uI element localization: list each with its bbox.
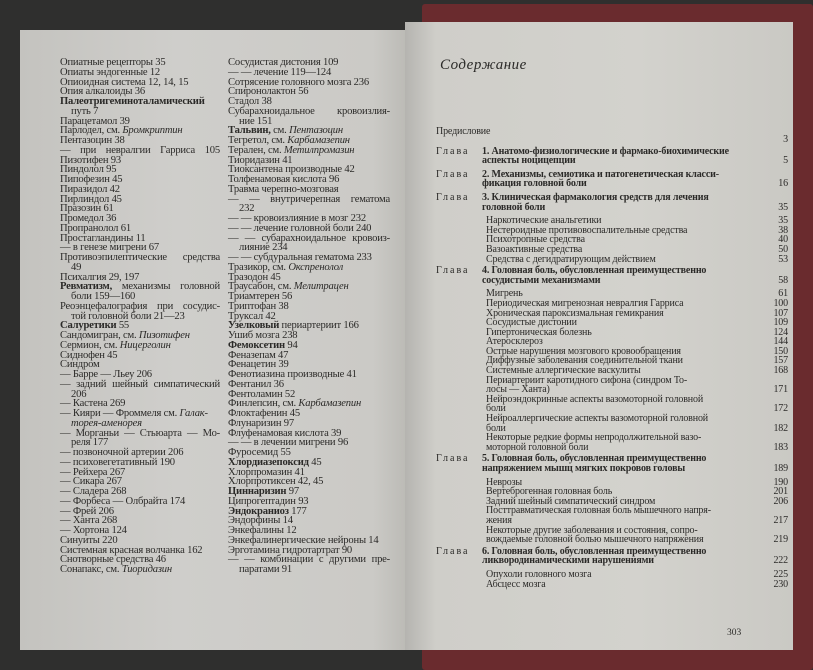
toc-title-line: лосы — Ханта) [486, 384, 550, 396]
toc-title-line: Диффузные заболевания соединительной ткани [486, 355, 683, 367]
toc-page-number: 61 [778, 288, 788, 300]
index-text: боли 159—160 [71, 291, 136, 302]
index-text: Простагландины 11 [60, 232, 146, 244]
toc-title-line: Средства с дегидратирующим действием [486, 253, 656, 265]
toc-title-line: Наркотические анальгетики [486, 215, 602, 227]
index-text: — — субарахноидальное кровоиз- [228, 232, 390, 244]
index-text: Тразодон 45 [228, 271, 281, 283]
toc-entry [436, 376, 788, 395]
index-text: механизмы головной [112, 281, 220, 293]
toc-page-number: 183 [773, 441, 788, 453]
index-term-bold: Ревматизм, [60, 281, 113, 293]
index-text: Синдром [60, 359, 100, 371]
toc-title-line: жения [486, 514, 512, 526]
index-text: Ципрогептадин 93 [228, 495, 309, 507]
index-reference: торея-аменорея [71, 417, 142, 429]
index-text: Флуфенамовая кислота 39 [228, 427, 342, 439]
toc-entry [436, 547, 788, 566]
toc-title-line: 5. Головная боль, обусловленная преимущественно [482, 453, 707, 465]
toc-entry [436, 580, 788, 590]
index-text: — — внутричерепная гематома [228, 193, 390, 205]
toc-page-number: 225 [773, 568, 788, 580]
index-text: 206 [71, 388, 87, 400]
index-text: — — в лечении мигрени 96 [228, 437, 349, 449]
toc-page-number: 182 [773, 422, 788, 434]
index-text: Сиднофен 45 [60, 349, 118, 361]
index-text: 55 [116, 320, 130, 332]
index-text: Триамтерен 56 [228, 291, 293, 302]
toc-page-number: 217 [773, 514, 788, 526]
index-text: — позвоночной артерии 206 [60, 447, 184, 458]
index-reference: Мелитрацен [293, 281, 349, 293]
index-text: Терален, см. [228, 144, 284, 156]
index-line [60, 565, 220, 575]
toc-title-line: Хроническая пароксизмальная гемикрания [486, 307, 664, 319]
index-text: Хлорпротиксен 42, 45 [228, 476, 324, 488]
toc-page-number: 100 [773, 297, 788, 309]
index-term-bold: Хлордиазепоксид [228, 456, 309, 468]
index-text: — Кияри — Фроммеля см. [60, 408, 180, 419]
toc-entry [436, 193, 788, 212]
index-text: — Хортона 124 [60, 525, 127, 536]
index-text: 177 [288, 505, 307, 517]
toc-entry [436, 506, 788, 525]
index-text: Тразикор, см. [228, 261, 289, 273]
index-text: лияние 234 [239, 242, 288, 254]
toc-title-line: Опухоли головного мозга [486, 568, 592, 580]
toc-entry-title [486, 506, 748, 525]
toc-title-line: 3. Клиническая фармакология средств для лечения [482, 191, 709, 203]
index-reference: Галак- [179, 408, 208, 419]
toc-title-line: Посттравматическая головная боль мышечного напря- [486, 505, 711, 517]
contents-title: Содержание [440, 57, 527, 73]
toc-title-line: Гипертоническая болезнь [486, 326, 592, 338]
toc-title-line: Задний шейный симпатический синдром [486, 495, 656, 507]
index-text: Фентанил 36 [228, 378, 284, 390]
index-term-bold: Тальвин, [228, 125, 271, 137]
toc-page-number: 40 [778, 234, 788, 246]
index-text: Психалгия 29, 197 [60, 271, 140, 283]
toc-entry-title [486, 526, 748, 545]
index-text: — — лечение головной боли 240 [228, 222, 372, 234]
index-text: Травма черепно-мозговая [228, 183, 339, 195]
index-text: — — лечение 119—124 [228, 66, 332, 78]
toc-title-line: Некоторые другие заболевания и состояния, сопро- [486, 524, 698, 536]
toc-title-line: 2. Механизмы, семиотика и патогенетическая класси- [482, 168, 719, 180]
toc-entry [436, 147, 788, 166]
index-text: — Ханта 268 [60, 515, 118, 527]
index-text: периартериит 166 [279, 320, 359, 332]
toc-title-line: Нейроэндокринные аспекты вазомоторной головной [486, 393, 704, 405]
index-reference: Карбамазепин [298, 398, 362, 410]
index-column-1 [60, 58, 220, 575]
toc-entry-title [486, 433, 748, 452]
toc-title-line: Предисловие [436, 126, 491, 137]
toc-page-number: 144 [773, 336, 788, 348]
toc-title-line: аспекты ноцицепции [482, 155, 576, 167]
toc-entry-title [436, 266, 748, 285]
index-text: Пропранолол 61 [60, 222, 131, 234]
toc-entry [436, 170, 788, 189]
toc-page-number: 222 [773, 555, 788, 567]
index-text: Опиоидная система 12, 14, 15 [60, 76, 189, 88]
toc-page-number: 201 [773, 486, 788, 498]
toc-entry-title [436, 147, 748, 166]
toc-entry [436, 127, 788, 145]
toc-page-number: 189 [773, 463, 788, 474]
index-text: Противоэпилептические средства [60, 252, 220, 263]
index-text: Фенотиазина производные 41 [228, 369, 357, 380]
toc-page-number: 109 [773, 317, 788, 329]
index-text: Пиразидол 42 [60, 183, 120, 195]
index-text: Траусабон, см. [228, 281, 294, 293]
index-text: Опия алкалоиды 36 [60, 86, 145, 98]
index-text: Сосудистая дистония 109 [228, 57, 339, 68]
toc-title-line: Атеросклероз [486, 336, 543, 348]
index-term-bold: Эндокраниоз [228, 505, 289, 517]
chapter-label: Глава [436, 145, 470, 157]
toc-entry-title [436, 547, 748, 566]
index-text: путь 7 [71, 105, 99, 117]
index-text: Фентоламин 52 [228, 388, 296, 400]
toc-title-line: головной боли [482, 201, 546, 213]
index-text: Сотрясение головного мозга 236 [228, 76, 369, 88]
toc-title-line: Абсцесс мозга [486, 578, 546, 590]
chapter-label: Глава [436, 453, 470, 465]
index-text: Сонапакс, см. [60, 564, 122, 575]
index-text: Феназепам 47 [228, 349, 289, 361]
index-text: — — комбинации с другими пре- [228, 554, 390, 566]
toc-page-number: 172 [773, 403, 788, 415]
index-reference: Бромкриптин [122, 125, 183, 137]
index-text: Спиронолактон 56 [228, 86, 309, 98]
toc-page-number: 171 [773, 384, 788, 396]
toc-title-line: ликвородинамическими нарушениями [482, 555, 654, 567]
toc-page-number: 35 [778, 201, 788, 213]
index-text: — — кровоизлияние в мозг 232 [228, 213, 366, 224]
toc-title-line: Системные аллергические васкулиты [486, 365, 641, 377]
index-text: Пентазоцин 38 [60, 135, 125, 146]
toc-entry [436, 433, 788, 452]
index-text: Парлодел, см. [60, 125, 123, 137]
index-text: паратами 91 [239, 564, 292, 575]
index-text: — Фрей 206 [60, 505, 114, 517]
toc-entry [436, 395, 788, 414]
index-text: Эндорфины 14 [228, 515, 293, 527]
index-term-bold: Фемоксетин [228, 339, 285, 351]
toc-entry [436, 266, 788, 285]
toc-page-number: 157 [773, 355, 788, 367]
toc-entry-title [486, 376, 748, 395]
table-of-contents [436, 127, 788, 589]
toc-page-number: 230 [773, 578, 788, 590]
toc-title-line: Нейроаллергические аспекты вазомоторной головной [486, 413, 708, 425]
index-text: Опиатные рецепторы 35 [60, 57, 166, 68]
index-text: Празозин 61 [60, 203, 114, 215]
toc-page-number: 124 [773, 326, 788, 338]
toc-page-number: 107 [773, 307, 788, 319]
toc-title-line: моторной головной боли [486, 441, 589, 453]
index-text: Пирлиндол 45 [60, 193, 122, 205]
toc-entry [436, 255, 788, 265]
index-text: Опиаты эндогенные 12 [60, 66, 161, 78]
index-term-bold: Палеотригеминоталамический [60, 96, 205, 107]
toc-entry-title [486, 580, 748, 590]
toc-title-line: Неврозы [486, 476, 523, 488]
toc-title-line: напряжением мышц мягких покровов головы [482, 463, 686, 474]
toc-title-line: вождаемые головной болью мышечного напряжения [486, 534, 704, 546]
toc-title-line: боли [486, 422, 506, 434]
index-text: — — субдуральная гематома 233 [228, 252, 372, 263]
index-text: Пиндолол 95 [60, 164, 117, 176]
index-text: Флоктафенин 45 [228, 408, 300, 419]
index-text: Энкефалины 12 [228, 525, 297, 536]
toc-title-line: Вертеброгенная головная боль [486, 486, 613, 498]
index-text: — Морганьи — Стьюарта — Мо- [60, 427, 220, 439]
index-text: Синуиты 220 [60, 534, 118, 546]
index-text: Сермион, см. [60, 339, 120, 351]
toc-entry-title [436, 127, 748, 145]
toc-title-line: 6. Головная боль, обусловленная преимущественно [482, 545, 707, 557]
index-text: Толфенамовая кислота 96 [228, 174, 340, 185]
index-text: — Барре — Льеу 206 [60, 369, 152, 380]
index-text: — Форбеса — Олбрайта 174 [60, 495, 186, 507]
toc-page-number: 5 [783, 155, 788, 167]
toc-entry-title [486, 395, 748, 414]
toc-title-line: Периодическая мигренозная невралгия Гарриса [486, 297, 684, 309]
index-text: Финлепсин, см. [228, 398, 299, 410]
page-number: 303 [727, 628, 742, 638]
chapter-label: Глава [436, 191, 470, 203]
index-text: Парацетамол 39 [60, 115, 130, 127]
toc-page-number: 53 [778, 253, 788, 265]
index-text: см. [270, 125, 290, 137]
toc-entry [436, 526, 788, 545]
index-text: Энкефалинергические нейроны 14 [228, 534, 379, 546]
left-page [20, 30, 412, 650]
index-text: Эрготамина гидротартрат 90 [228, 544, 353, 556]
index-reference: Пентазоцин [289, 125, 343, 137]
toc-page-number: 150 [773, 345, 788, 357]
toc-page-number: 190 [773, 476, 788, 488]
index-text: — в генезе мигрени 67 [60, 242, 159, 254]
index-column-2 [228, 58, 390, 575]
toc-entry-title [436, 193, 748, 212]
toc-entry [436, 454, 788, 473]
index-text: — Сладера 268 [60, 486, 127, 497]
toc-page-number: 58 [778, 274, 788, 286]
index-reference: Метилпромазин [283, 144, 355, 156]
toc-entry-title [486, 255, 748, 265]
toc-page-number: 38 [778, 224, 788, 236]
index-text: Субарахноидальное кровоизлия- [228, 105, 390, 117]
toc-entry [436, 414, 788, 433]
toc-title-line: 4. Головная боль, обусловленная преимущественно [482, 265, 707, 277]
toc-title-line: фикация головной боли [482, 178, 587, 190]
index-text: Тиоксантена производные 42 [228, 164, 355, 176]
index-text: реля 177 [71, 437, 109, 449]
toc-entry-title [436, 454, 748, 473]
index-term-bold: Узелковый [228, 320, 280, 332]
index-text: Снотворные средства 46 [60, 554, 166, 566]
index-text: — задний шейный симпатический [60, 378, 220, 390]
index-reference: Тиоридазин [121, 564, 172, 575]
index-text: Триптофан 38 [228, 300, 289, 312]
index-text: — Кастена 269 [60, 398, 126, 410]
index-text: Фуросемид 55 [228, 447, 291, 458]
index-text: — психовегетативный 190 [60, 456, 175, 468]
index-reference: Пизотифен [138, 330, 190, 341]
toc-title-line: 1. Анатомо-физиологические и фармако-биохимические [482, 145, 729, 157]
index-text: Стадол 38 [228, 96, 272, 107]
index-term-bold: Циннаризин [228, 486, 287, 497]
toc-title-line: Нестероидные противовоспалительные средства [486, 224, 688, 236]
toc-title-line: Мигрень [486, 288, 523, 300]
toc-entry-title [436, 170, 748, 189]
toc-page-number: 219 [773, 534, 788, 546]
index-reference: Окспренолол [288, 261, 344, 273]
toc-page-number: 50 [778, 243, 788, 255]
toc-title-line: сосудистыми механизмами [482, 274, 601, 286]
index-text: — при невралгии Гарриса 105 [60, 144, 220, 156]
toc-page-number: 35 [778, 215, 788, 227]
index-text: Сандомигран, см. [60, 330, 139, 341]
chapter-label: Глава [436, 265, 470, 277]
index-text: той головной боли 21—23 [71, 310, 185, 322]
toc-entry-title [486, 414, 748, 433]
toc-page-number: 16 [778, 178, 788, 190]
toc-title-line: Вазоактивные средства [486, 243, 583, 255]
toc-title-line: Психотропные средства [486, 234, 585, 246]
index-line [60, 253, 220, 263]
toc-page-number: 206 [773, 495, 788, 507]
index-text: Тиоридазин 41 [228, 154, 293, 166]
index-text: ние 151 [239, 115, 273, 127]
index-line [228, 565, 390, 575]
index-text: Труксал 42 [228, 310, 276, 322]
toc-title-line: боли [486, 403, 506, 415]
index-text: 97 [286, 486, 299, 497]
index-text: Хлорпромазин 41 [228, 466, 305, 478]
index-term-bold: Салуретики [60, 320, 117, 332]
index-text: 232 [239, 203, 255, 215]
index-text: — Рейхера 267 [60, 466, 126, 478]
chapter-label: Глава [436, 545, 470, 557]
index-text: 49 [71, 261, 82, 273]
index-reference: Карбамазепин [287, 135, 350, 146]
index-text: 94 [284, 339, 298, 351]
index-text: Ушиб мозга 238 [228, 330, 298, 341]
toc-title-line: Острые нарушения мозгового кровообращения [486, 345, 681, 357]
index-text: Тегретол, см. [228, 135, 288, 146]
index-text: Реоэнцефалография при сосудис- [60, 300, 220, 312]
toc-title-line: Сосудистые дистонии [486, 317, 577, 329]
index-reference: Ницерголин [119, 339, 171, 351]
toc-page-number: 168 [773, 365, 788, 377]
toc-title-line: Некоторые редкие формы непродолжительной вазо- [486, 432, 702, 444]
index-text: Пизотифен 93 [60, 154, 121, 166]
index-text: Флунаризин 97 [228, 417, 294, 429]
index-text: Фенацетин 39 [228, 359, 289, 371]
index-text: Промедол 36 [60, 213, 117, 224]
chapter-label: Глава [436, 168, 470, 180]
index-text: — Сикара 267 [60, 476, 122, 488]
index-text: Системная красная волчанка 162 [60, 544, 203, 556]
index-text: Пипофезин 45 [60, 174, 123, 185]
index-text: 45 [308, 456, 322, 468]
toc-page-number: 3 [783, 134, 788, 145]
toc-title-line: Периартериит каротидного сифона (синдром То- [486, 374, 688, 386]
